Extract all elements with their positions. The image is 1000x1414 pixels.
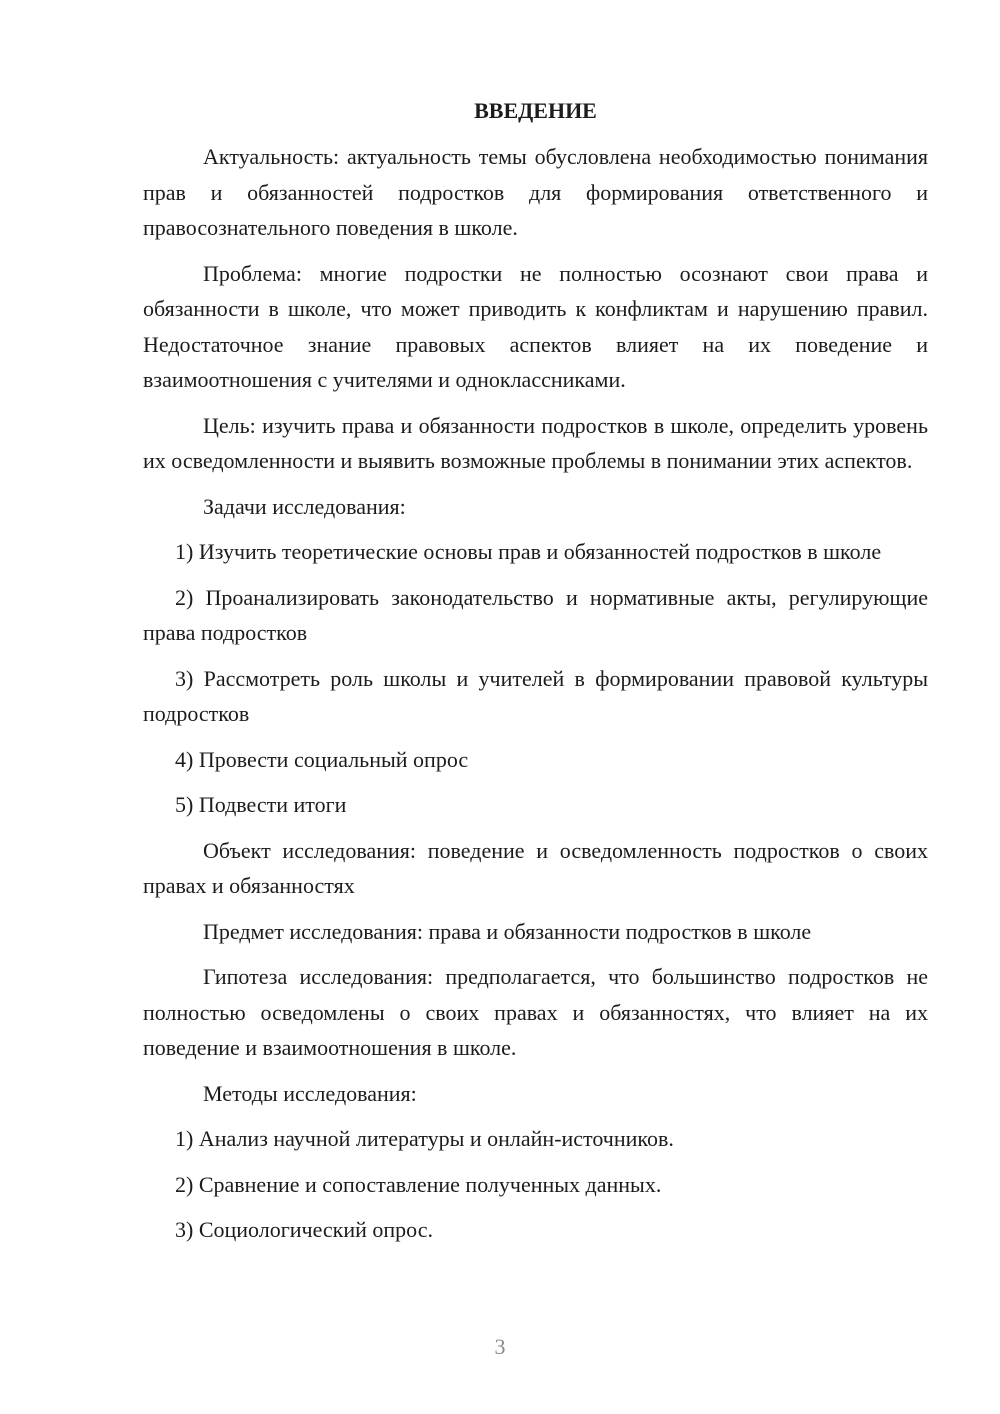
object-paragraph: Объект исследования: поведение и осведомленность подростков о своих правах и обязанностях bbox=[143, 837, 928, 898]
task-item-1: 1) Изучить теоретические основы прав и обязанностей подростков в школе bbox=[175, 539, 882, 564]
method-item-3: 3) Социологический опрос. bbox=[175, 1217, 433, 1242]
method-item-2: 2) Сравнение и сопоставление полученных данных. bbox=[175, 1171, 662, 1197]
tasks-heading: Задачи исследования: bbox=[203, 493, 406, 519]
hypothesis-paragraph: Гипотеза исследования: предполагается, что большинство подростков не полностью осведомлены о своих правах и обязанностях, что влияет на их поведение и взаимоотношения в школе. bbox=[143, 964, 928, 1060]
task-item-2: 2) Проанализировать законодательство и нормативные акты, регулирующие права подростков bbox=[143, 584, 928, 645]
task-item-5: 5) Подвести итоги bbox=[175, 792, 347, 817]
task-item-4: 4) Провести социальный опрос bbox=[175, 746, 469, 772]
methods-heading: Методы исследования: bbox=[203, 1080, 417, 1106]
page-content bbox=[143, 95, 928, 1258]
relevance-paragraph: Актуальность: актуальность темы обусловлена необходимостью понимания прав и обязанностей подростков для формирования ответственного и правосознательного поведения в школе. bbox=[143, 144, 928, 240]
page-number: 3 bbox=[494, 1334, 506, 1359]
section-title: ВВЕДЕНИЕ bbox=[474, 98, 597, 123]
goal-paragraph: Цель: изучить права и обязанности подростков в школе, определить уровень их осведомленности и выявить возможные проблемы в понимании этих аспектов. bbox=[143, 412, 928, 473]
task-item-3: 3) Рассмотреть роль школы и учителей в формировании правовой культуры подростков bbox=[143, 665, 928, 726]
subject-paragraph: Предмет исследования: права и обязанности подростков в школе bbox=[203, 918, 812, 944]
problem-paragraph: Проблема: многие подростки не полностью осознают свои права и обязанности в школе, что может приводить к конфликтам и нарушению правил. Недостаточное знание правовых аспектов влияет на их поведение и взаимоотношения с учителями и одноклассниками. bbox=[143, 260, 928, 392]
method-item-1: 1) Анализ научной литературы и онлайн-источников. bbox=[175, 1126, 674, 1151]
